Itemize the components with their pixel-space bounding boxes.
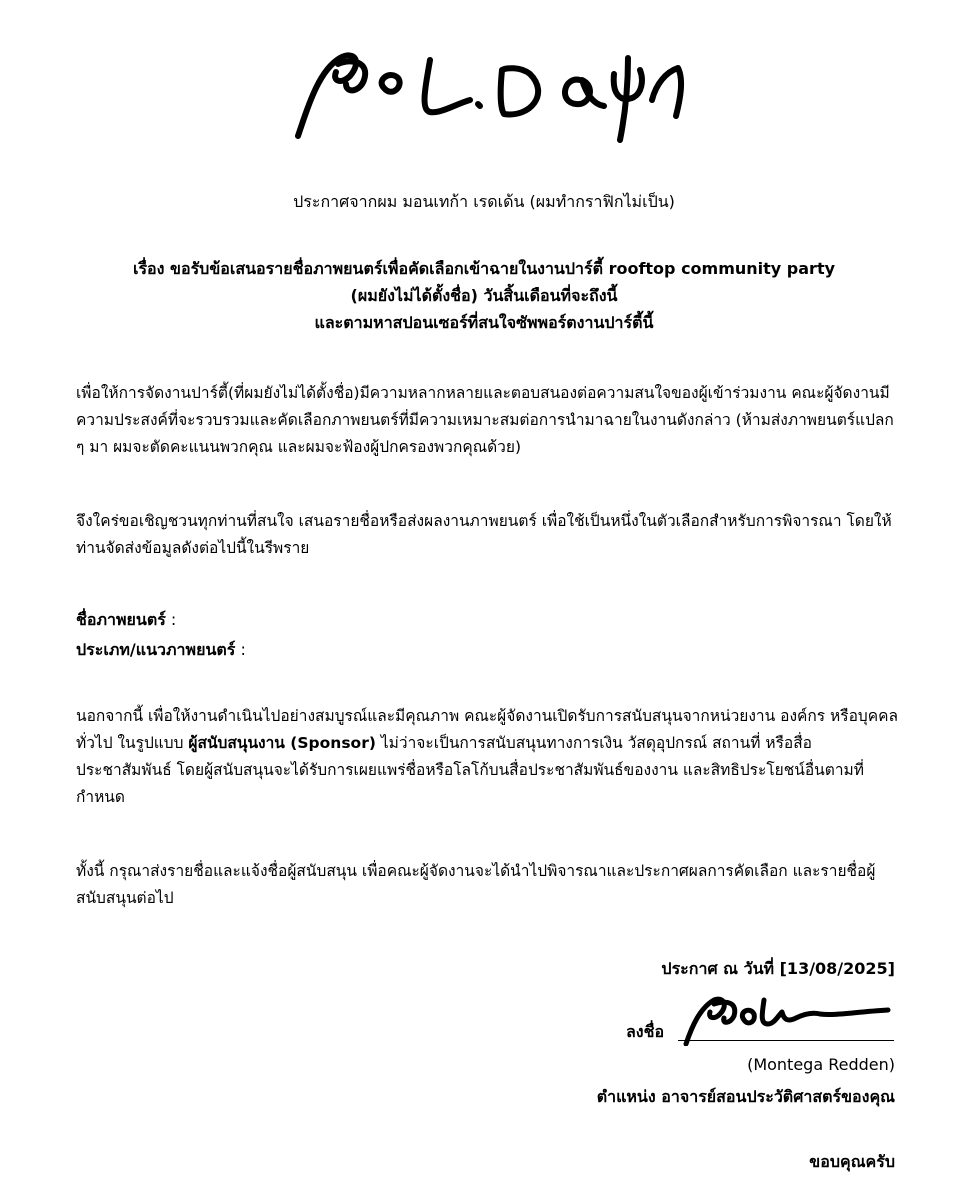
sponsor-bold-term: ผู้สนับสนุนงาน (Sponsor) [188,734,376,752]
sponsor-text-before: นอกจากนี้ เพื่อให้งานดำเนินไปอย่างสมบูรณ์และมีคุณภาพ คณะผู้จัดงานเปิดรับการสนับสนุนจากหน่วยงาน องค์กร หรือบุคคลทั่วไป ในรูปแบบ [76,707,898,752]
field-colon: : [235,640,246,659]
thanks-line: ขอบคุณครับ [809,1152,895,1171]
announcement-date: ประกาศ ณ วันที่ [13/08/2025] [661,959,895,978]
paragraph-closing: ทั้งนี้ กรุณาส่งรายชื่อและแจ้งชื่อผู้สนับสนุน เพื่อคณะผู้จัดงานจะได้นำไปพิจารณาและประกาศผลการคัดเลือก และรายชื่อผู้สนับสนุนต่อไป [76,862,876,907]
subject-heading [60,255,908,336]
handwritten-logo [280,40,700,150]
signature-block [626,990,906,1048]
sign-label: ลงชื่อ [626,1022,665,1041]
signature-line [678,1040,894,1041]
logo-signature-graphic [280,40,700,150]
announcer-line: ประกาศจากผม มอนเทก้า เรดเด้น (ผมทำกราฟิกไม่เป็น) [293,192,675,211]
signer-position: ตำแหน่ง อาจารย์สอนประวัติศาสตร์ของคุณ [596,1087,895,1106]
field-movie-name-label: ชื่อภาพยนตร์ [76,610,166,629]
subject-line-2: (ผมยังไม่ได้ตั้งชื่อ) วันสิ้นเดือนที่จะถึงนี้ [350,286,618,305]
field-colon: : [165,610,177,629]
sponsor-text-after: ไม่ว่าจะเป็นการสนับสนุนทางการเงิน วัสดุอุปกรณ์ สถานที่ หรือสื่อประชาสัมพันธ์ โดยผู้สนับสนุนจะได้รับการเผยแพร่ชื่อหรือโลโก้บนสื่อประชาสัมพันธ์ของงาน และสิทธิประโยชน์อื่นตามที่กำหนด [76,734,864,806]
field-movie-genre-label: ประเภท/แนวภาพยนตร์ [76,640,236,659]
paragraph-sponsor [76,703,906,811]
handwritten-signature [678,990,898,1046]
field-movie-genre [76,635,246,665]
paragraph-purpose: เพื่อให้การจัดงานปาร์ตี้(ที่ผมยังไม่ได้ตั้งชื่อ)มีความหลากหลายและตอบสนองต่อความสนใจของผู้เข้าร่วมงาน คณะผู้จัดงานมีความประสงค์ที่จะรวบรวมและคัดเลือกภาพยนตร์ที่มีความเหมาะสมต่อการนำมาฉายในงานดังกล่าว (ห้ามส่งภาพยนตร์แปลก ๆ มา ผมจะตัดคะแนนพวกคุณ และผมจะฟ้องผู้ปกครองพวกคุณด้วย) [76,384,894,456]
subject-line-3: และตามหาสปอนเซอร์ที่สนใจซัพพอร์ตงานปาร์ตี้นี้ [314,313,654,332]
paragraph-invitation: จึงใคร่ขอเชิญชวนทุกท่านที่สนใจ เสนอรายชื่อหรือส่งผลงานภาพยนตร์ เพื่อใช้เป็นหนึ่งในตัวเลือกสำหรับการพิจารณา โดยให้ท่านจัดส่งข้อมูลดังต่อไปนี้ในรีพราย [76,512,892,557]
submission-fields [76,605,246,665]
signer-name: (Montega Redden) [747,1055,895,1074]
field-movie-name [76,605,246,635]
subject-line-1: เรื่อง ขอรับข้อเสนอรายชื่อภาพยนตร์เพื่อคัดเลือกเข้าฉายในงานปาร์ตี้ rooftop community party [132,259,836,278]
